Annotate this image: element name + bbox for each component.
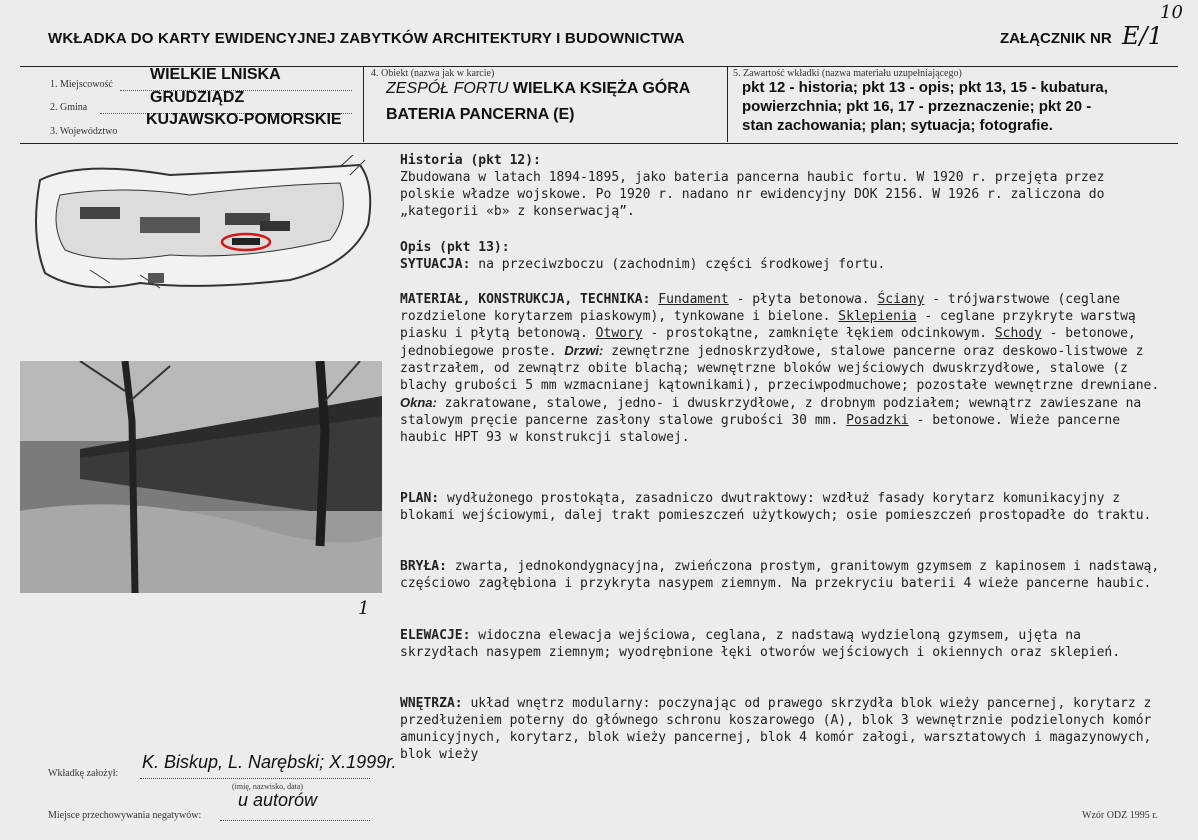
elewacje-paragraph: ELEWACJE: widoczna elewacja wejściowa, ceglana, z nadstawą wydzieloną gzymsem, ujęta na skrzydłach nasypem ziemnym; wyodrębnione łęki otworów wejściowych i okiennych oraz sklepień. <box>400 628 1121 660</box>
photo-number: 1 <box>358 598 370 619</box>
fields-divider-2 <box>727 66 728 142</box>
negatives-value: u autorów <box>238 790 318 810</box>
historia-text: Zbudowana w latach 1894-1895, jako bateria pancerna haubic fortu. W 1920 r. przejęta przez polskie władze wojskowe. Po 1920 r. nadano nr ewidencyjny DOK 2156. W 1926 r. zaliczona do „kategorii «b» z konserwacją”. <box>400 170 1105 219</box>
material-paragraph: MATERIAŁ, KONSTRUKCJA, TECHNIKA: Fundament - płyta betonowa. Ściany - trójwarstwowe (ceglane rozdzielone korytarzem piaskowym), tynkowane i bielone. Sklepienia - ceglane przykryte warstwą piasku i płytą betonową. Otwory - prostokątne, zamknięte łękiem odcinkowym. Schody - betonowe, jednobiegowe proste. Drzwi: zewnętrzne jednoskrzydłowe, stalowe pancerne oraz deskowo-listwowe z zastrzałem, od zewnątrz obite blachą; wewnętrzne bloków wejściowych dwuskrzydłowe, stalowe (z blachy grubości 5 mm wzmacnianej kątownikami), przeciwpodmuchowe; pozostałe wewnętrzne drewniane. Okna: zakratowane, stalowe, jedno- i dwuskrzydłowe, z drobnym podziałem; wewnątrz zawieszane na stalowym pręcie pancerne zasłony stalowe grubości 30 mm. Posadzki - betonowe. Wieże pancerne haubic HPT 93 w konstrukcji stalowej. <box>400 292 1160 445</box>
object-line-1: ZESPÓŁ FORTU WIELKA KSIĘŻA GÓRA <box>386 80 691 97</box>
prepared-value: K. Biskup, L. Narębski; X.1999r. <box>142 752 397 772</box>
opis-section <box>400 239 1166 273</box>
negatives-label: Miejsce przechowywania negatywów: <box>48 810 202 821</box>
content-label: 5. Zawartość wkładki (nazwa materiału uzupełniającego) <box>733 68 962 79</box>
prepared-label: Wkładkę założył: <box>48 768 119 779</box>
content-list: pkt 12 - historia; pkt 13 - opis; pkt 13, 15 - kubatura, powierzchnia; pkt 16, 17 - przeznaczenie; pkt 20 - stan zachowania; plan; sytuacja; fotografie. <box>742 79 1108 134</box>
commune-value: GRUDZIĄDZ <box>150 89 245 106</box>
attachment-label: ZAŁĄCZNIK NR <box>1000 30 1112 47</box>
opis-heading: Opis (pkt 13): <box>400 240 510 255</box>
voivodeship-value: KUJAWSKO-POMORSKIE <box>146 111 342 128</box>
historia-section <box>400 152 1166 220</box>
form-code: Wzór ODZ 1995 r. <box>1082 810 1158 821</box>
commune-label: 2. Gmina <box>50 102 88 113</box>
prepared-hint: (imię, nazwisko, data) <box>232 782 304 791</box>
attachment-number: E/1 <box>1122 22 1163 50</box>
site-plan-drawing <box>20 155 382 315</box>
locality-label: 1. Miejscowość <box>50 79 113 90</box>
wnetrza-paragraph: WNĘTRZA: układ wnętrz modularny: poczynając od prawego skrzydła blok wieży pancernej, korytarz z przedłużeniem poterny do głównego schronu koszarowego (A), blok 3 wewnętrznie podzielonych komór amunicyjnych, korytarz, blok wieży pancernej, blok 4 komór załogi, warsztatowych i magazynowych, blok wieży <box>400 696 1152 762</box>
voivodeship-label: 3. Województwo <box>50 126 118 137</box>
fields-divider-1 <box>363 66 364 142</box>
page-number: 10 <box>1160 2 1183 23</box>
object-label: 4. Obiekt (nazwa jak w karcie) <box>371 68 495 79</box>
locality-value: WIELKIE LNISKA <box>150 66 281 83</box>
document-title: WKŁADKA DO KARTY EWIDENCYJNEJ ZABYTKÓW ARCHITEKTURY I BUDOWNICTWA <box>48 30 685 47</box>
object-line-2: BATERIA PANCERNA (E) <box>386 106 575 123</box>
bunker-photo <box>20 361 382 593</box>
sytuacja-paragraph: SYTUACJA: na przeciwzboczu (zachodnim) części środkowej fortu. <box>400 257 886 272</box>
historia-heading: Historia (pkt 12): <box>400 153 541 168</box>
bryla-paragraph: BRYŁA: zwarta, jednokondygnacyjna, zwieńczona prostym, granitowym gzymsem z kapinosem i nadstawą, częściowo zagłębiona i przykryta nasypem ziemnym. Na przekryciu baterii 4 wieże pancerne haubic. <box>400 559 1160 591</box>
plan-paragraph: PLAN: wydłużonego prostokąta, zasadniczo dwutraktowy: wzdłuż fasady korytarz komunikacyjny z blokami wejściowymi, dalej trakt pomieszczeń użytkowych; osie pomieszczeń prostopadłe do traktu. <box>400 491 1152 523</box>
